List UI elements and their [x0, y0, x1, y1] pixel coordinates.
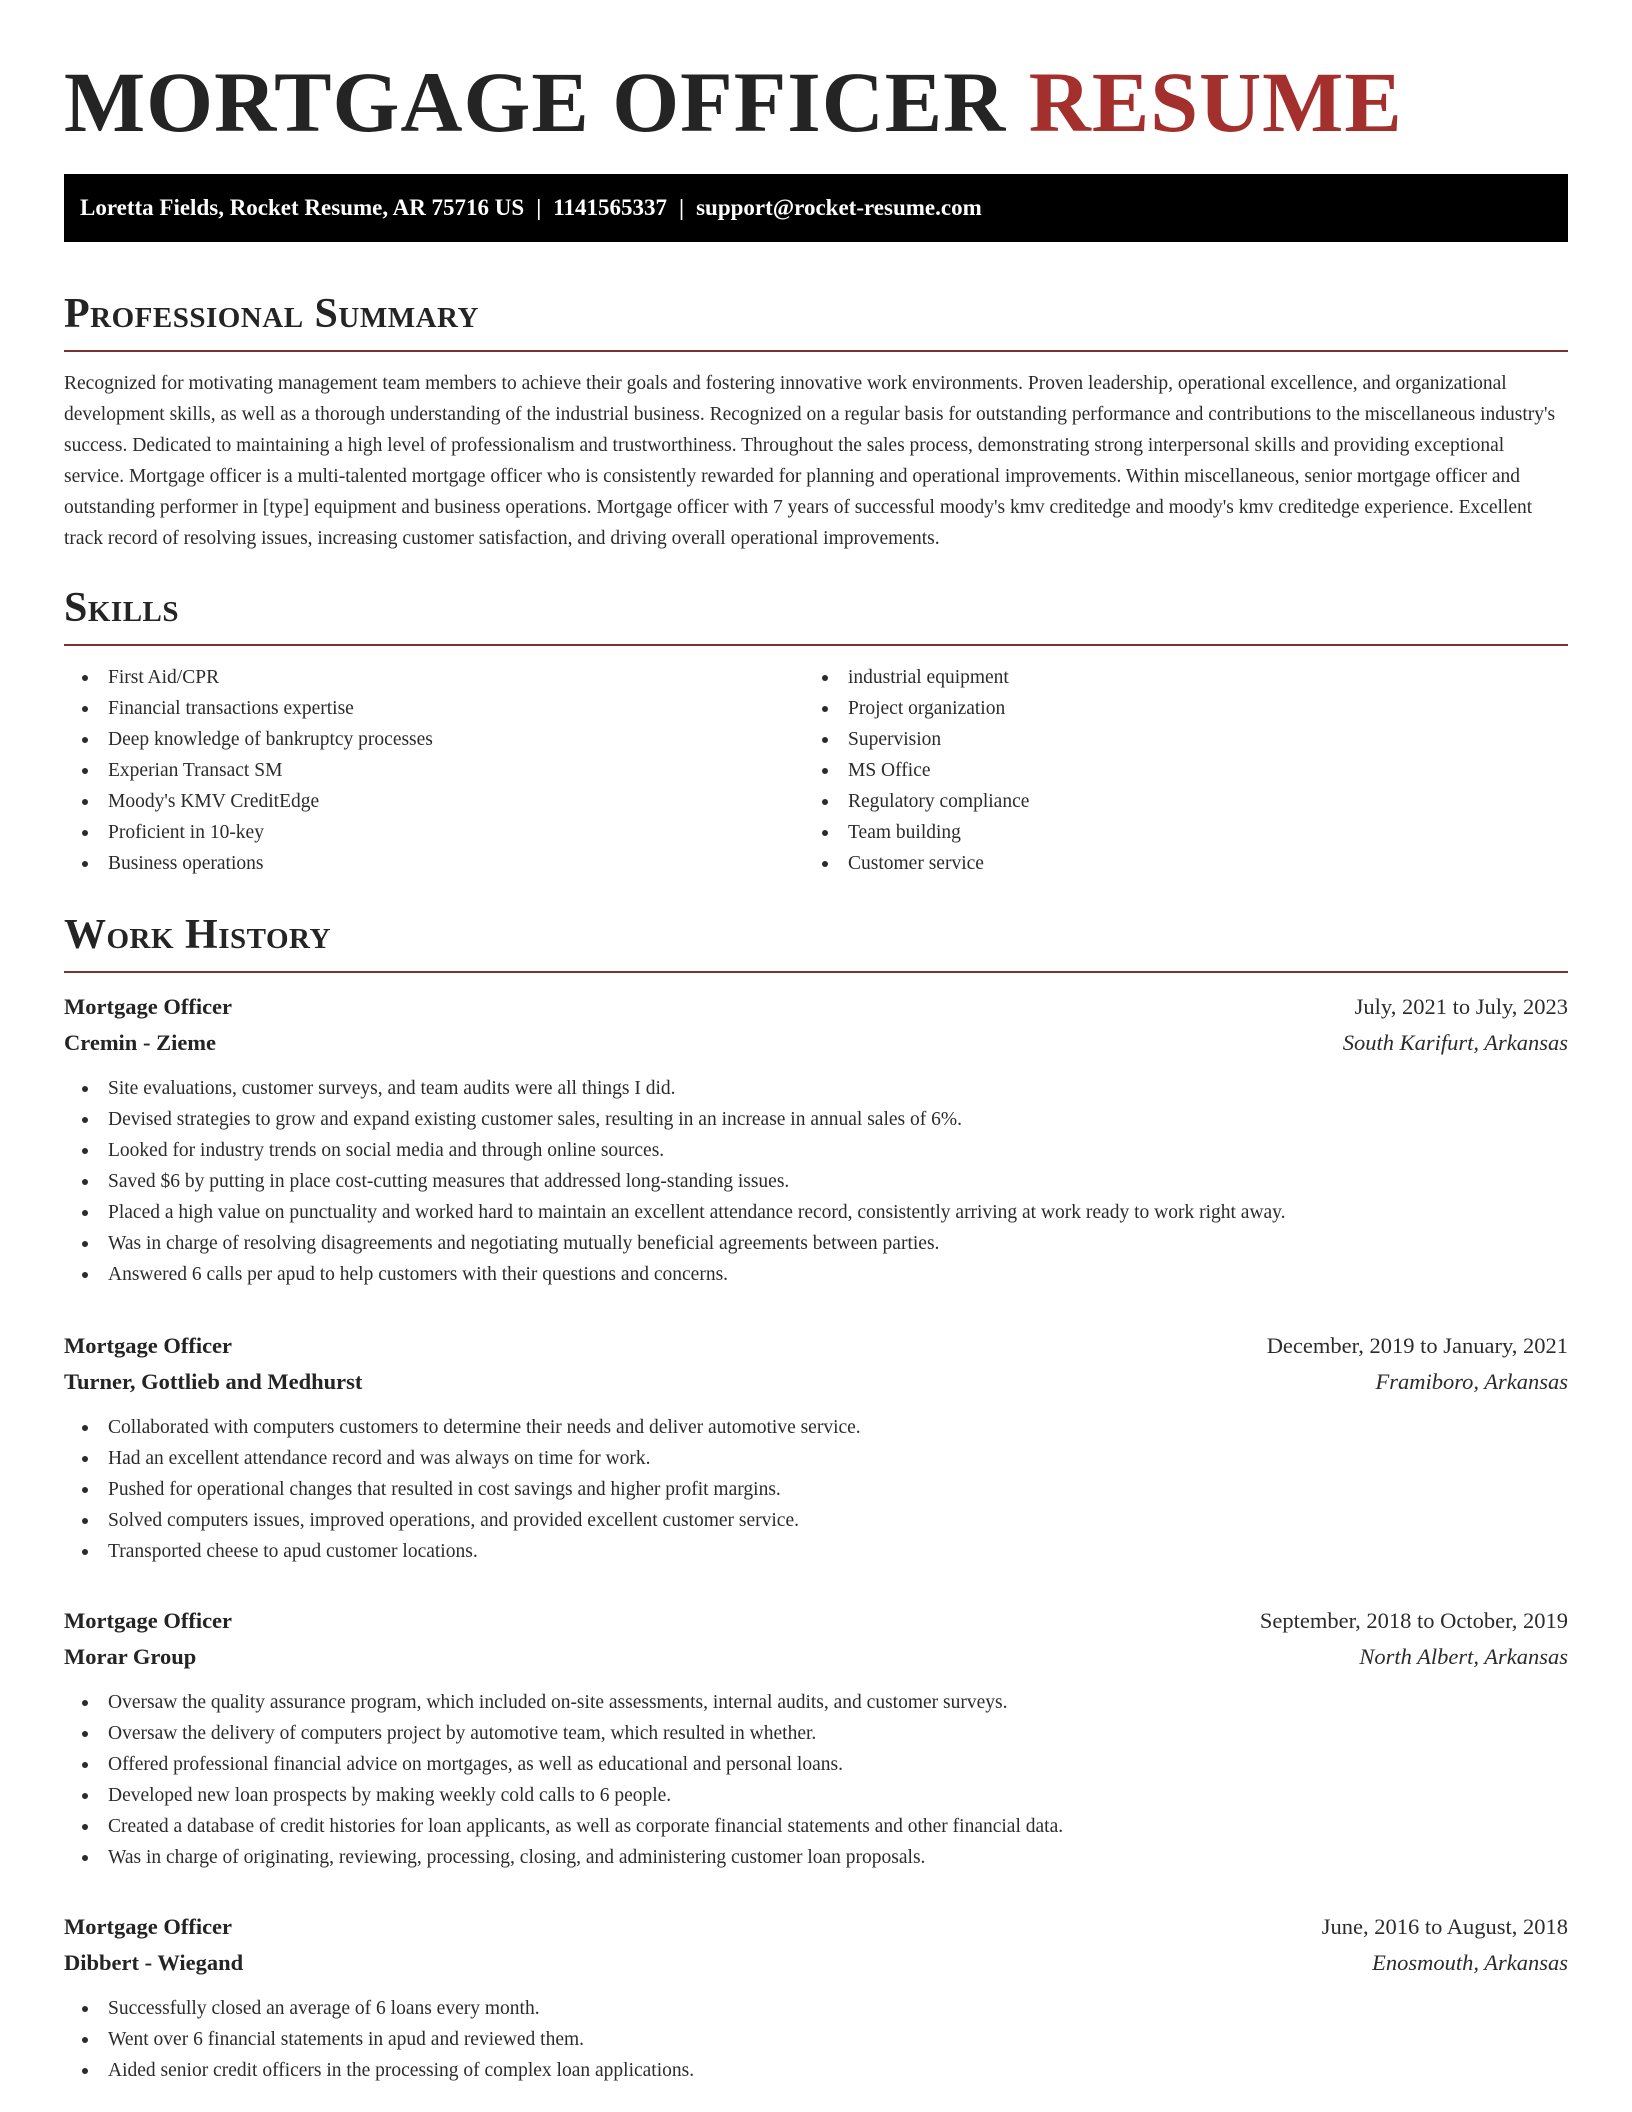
job-entry: [64, 1909, 1568, 2086]
skills-list-right: [804, 662, 1544, 879]
skills-section: [64, 582, 1568, 879]
job-dates: December, 2019 to January, 2021: [1266, 1333, 1568, 1358]
job-entry: [64, 1603, 1568, 1873]
summary-text: Recognized for motivating management team members to achieve their goals and fostering innovative work environments. Proven leadership, operational excellence, and organizational development skills, as well as a thorough understanding of the industrial business. Recognized on a regular basis for outstanding performance and contributions to the miscellaneous industry's success. Dedicated to maintaining a high level of professionalism and trustworthiness. Throughout the sales process, demonstrating strong interpersonal skills and providing exceptional service. Mortgage officer is a multi-talented mortgage officer who is consistently rewarded for planning and operational improvements. Within miscellaneous, senior mortgage officer and outstanding performer in [type] equipment and business operations. Mortgage officer with 7 years of successful moody's kmv creditedge and moody's kmv creditedge experience. Excellent track record of resolving issues, increasing customer satisfaction, and driving overall operational improvements.: [64, 373, 1556, 549]
job-company-row: [64, 1945, 1568, 1981]
job-company: Cremin - Zieme: [64, 1030, 217, 1055]
job-entry: [64, 1328, 1568, 1567]
job-bullet: Developed new loan prospects by making weekly cold calls to 6 people.: [64, 1780, 1568, 1811]
job-bullet: Solved computers issues, improved operations, and provided excellent customer service.: [64, 1505, 1568, 1536]
skill-item: Customer service: [804, 848, 1544, 879]
job-bullet: Went over 6 financial statements in apud and reviewed them.: [64, 2024, 1568, 2055]
job-bullet: Oversaw the quality assurance program, which included on-site assessments, internal audits, and customer surveys.: [64, 1687, 1568, 1718]
job-bullet: Successfully closed an average of 6 loans every month.: [64, 1993, 1568, 2024]
skill-item: Team building: [804, 817, 1544, 848]
skill-item: Experian Transact SM: [64, 755, 804, 786]
contact-email[interactable]: support@rocket-resume.com: [696, 195, 982, 220]
job-bullet: Answered 6 calls per apud to help customers with their questions and concerns.: [64, 1259, 1568, 1290]
professional-summary-section: [64, 288, 1568, 554]
section-divider: [64, 350, 1568, 352]
job-entry: [64, 989, 1568, 1290]
job-title-row: [64, 1328, 1568, 1364]
job-bullet-list: [64, 1412, 1568, 1567]
skill-item: Business operations: [64, 848, 804, 879]
job-bullet: Site evaluations, customer surveys, and team audits were all things I did.: [64, 1073, 1568, 1104]
contact-separator: |: [679, 195, 685, 220]
job-bullet: Collaborated with computers customers to determine their needs and deliver automotive service.: [64, 1412, 1568, 1443]
job-title-row: [64, 1603, 1568, 1639]
resume-page: [64, 0, 1568, 2086]
job-bullet: Oversaw the delivery of computers project by automotive team, which resulted in whether.: [64, 1718, 1568, 1749]
job-bullet: Created a database of credit histories for loan applicants, as well as corporate financial statements and other financial data.: [64, 1811, 1568, 1842]
job-title: Mortgage Officer: [64, 1333, 233, 1358]
job-bullet: Was in charge of originating, reviewing, processing, closing, and administering customer loan proposals.: [64, 1842, 1568, 1873]
job-title-row: [64, 989, 1568, 1025]
section-heading-work-history: Work History: [64, 912, 331, 958]
skill-item: Proficient in 10-key: [64, 817, 804, 848]
job-company: Morar Group: [64, 1644, 197, 1669]
job-bullet: Pushed for operational changes that resulted in cost savings and higher profit margins.: [64, 1474, 1568, 1505]
job-title-row: [64, 1909, 1568, 1945]
title-accent: RESUME: [1028, 54, 1403, 150]
job-location: Framiboro, Arkansas: [1375, 1369, 1568, 1394]
skill-item: MS Office: [804, 755, 1544, 786]
section-divider: [64, 644, 1568, 646]
job-location: South Karifurt, Arkansas: [1342, 1030, 1568, 1055]
job-dates: September, 2018 to October, 2019: [1259, 1608, 1568, 1633]
job-company-row: [64, 1639, 1568, 1675]
contact-phone: 1141565337: [553, 195, 668, 220]
job-company-row: [64, 1025, 1568, 1061]
job-bullet: Devised strategies to grow and expand existing customer sales, resulting in an increase in annual sales of 6%.: [64, 1104, 1568, 1135]
job-bullet-list: [64, 1687, 1568, 1873]
skill-item: Deep knowledge of bankruptcy processes: [64, 724, 804, 755]
section-heading-skills: Skills: [64, 585, 180, 631]
contact-separator: |: [536, 195, 542, 220]
skills-list-left: [64, 662, 804, 879]
job-bullet: Transported cheese to apud customer locations.: [64, 1536, 1568, 1567]
job-company-row: [64, 1364, 1568, 1400]
job-dates: June, 2016 to August, 2018: [1321, 1914, 1568, 1939]
job-company: Turner, Gottlieb and Medhurst: [64, 1369, 363, 1394]
job-title: Mortgage Officer: [64, 1608, 233, 1633]
section-divider: [64, 971, 1568, 973]
skill-item: Project organization: [804, 693, 1544, 724]
skill-item: Supervision: [804, 724, 1544, 755]
contact-address: Loretta Fields, Rocket Resume, AR 75716 US: [80, 195, 525, 220]
job-bullet: Looked for industry trends on social media and through online sources.: [64, 1135, 1568, 1166]
job-title: Mortgage Officer: [64, 1914, 233, 1939]
work-history-section: [64, 909, 1568, 2086]
job-dates: July, 2021 to July, 2023: [1354, 994, 1568, 1019]
job-bullet-list: [64, 1993, 1568, 2086]
skill-item: industrial equipment: [804, 662, 1544, 693]
job-company: Dibbert - Wiegand: [64, 1950, 244, 1975]
job-title: Mortgage Officer: [64, 994, 233, 1019]
job-bullet: Offered professional financial advice on mortgages, as well as educational and personal loans.: [64, 1749, 1568, 1780]
section-heading-summary: Professional Summary: [64, 291, 479, 337]
skill-item: Regulatory compliance: [804, 786, 1544, 817]
job-list: [64, 989, 1568, 2086]
job-bullet-list: [64, 1073, 1568, 1290]
job-bullet: Placed a high value on punctuality and worked hard to maintain an excellent attendance record, consistently arriving at work ready to work right away.: [64, 1197, 1568, 1228]
contact-bar: [64, 174, 1568, 242]
skill-item: Moody's KMV CreditEdge: [64, 786, 804, 817]
resume-title: [64, 0, 1568, 152]
skills-columns: [64, 662, 1568, 879]
skill-item: First Aid/CPR: [64, 662, 804, 693]
job-bullet: Was in charge of resolving disagreements and negotiating mutually beneficial agreements between parties.: [64, 1228, 1568, 1259]
job-bullet: Saved $6 by putting in place cost-cutting measures that addressed long-standing issues.: [64, 1166, 1568, 1197]
job-location: Enosmouth, Arkansas: [1372, 1950, 1568, 1975]
job-bullet: Aided senior credit officers in the processing of complex loan applications.: [64, 2055, 1568, 2086]
job-location: North Albert, Arkansas: [1359, 1644, 1568, 1669]
job-bullet: Had an excellent attendance record and was always on time for work.: [64, 1443, 1568, 1474]
title-main: MORTGAGE OFFICER: [64, 54, 1007, 150]
skill-item: Financial transactions expertise: [64, 693, 804, 724]
